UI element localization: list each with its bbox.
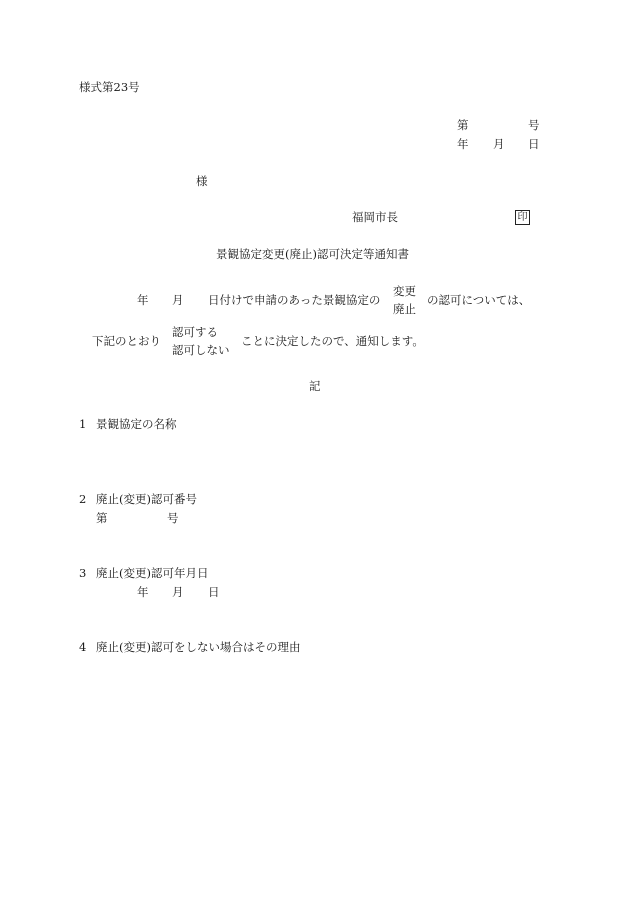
header-date-month: 月 [493, 137, 505, 151]
item-sub-month: 月 [172, 585, 184, 599]
option-change: 変更 [393, 284, 416, 298]
addressee-honorific: 様 [196, 174, 208, 188]
item-number: 1 [79, 417, 87, 431]
document-title: 景観協定変更(廃止)認可決定等通知書 [216, 247, 409, 261]
option-abolish: 廃止 [393, 301, 416, 316]
option-not-approve: 認可しない [172, 342, 230, 357]
item-number: 2 [79, 492, 87, 506]
item-sub-day: 日 [208, 585, 220, 599]
body-line1-text: 日付けで申請のあった景観協定の [208, 293, 381, 307]
sender-name: 福岡市長 [352, 210, 398, 224]
approve-options [172, 327, 230, 356]
item-number: 4 [79, 640, 87, 654]
body-line2-prefix: 下記のとおり [92, 334, 161, 348]
item-label: 景観協定の名称 [96, 417, 177, 431]
item-sub-dai: 第 [96, 511, 108, 525]
body-line1-suffix: の認可については、 [427, 293, 531, 307]
header-number-go: 号 [528, 118, 540, 132]
item-sub-go: 号 [167, 511, 179, 525]
seal-mark: 印 [515, 210, 530, 225]
item-label: 廃止(変更)認可年月日 [96, 566, 209, 580]
body-line2-suffix: ことに決定したので、通知します。 [241, 334, 424, 348]
ki-heading: 記 [309, 379, 321, 393]
item-label: 廃止(変更)認可をしない場合はその理由 [96, 640, 301, 654]
body-month: 月 [172, 293, 184, 307]
item-number: 3 [79, 566, 87, 580]
header-number-dai: 第 [457, 118, 469, 132]
option-approve: 認可する [172, 325, 218, 339]
body-year: 年 [137, 293, 149, 307]
item-label: 廃止(変更)認可番号 [96, 492, 197, 506]
header-date-day: 日 [528, 137, 540, 151]
item-sub-year: 年 [137, 585, 149, 599]
change-abolish-options [393, 286, 416, 315]
form-number: 様式第23号 [79, 80, 140, 94]
header-date-year: 年 [457, 137, 469, 151]
